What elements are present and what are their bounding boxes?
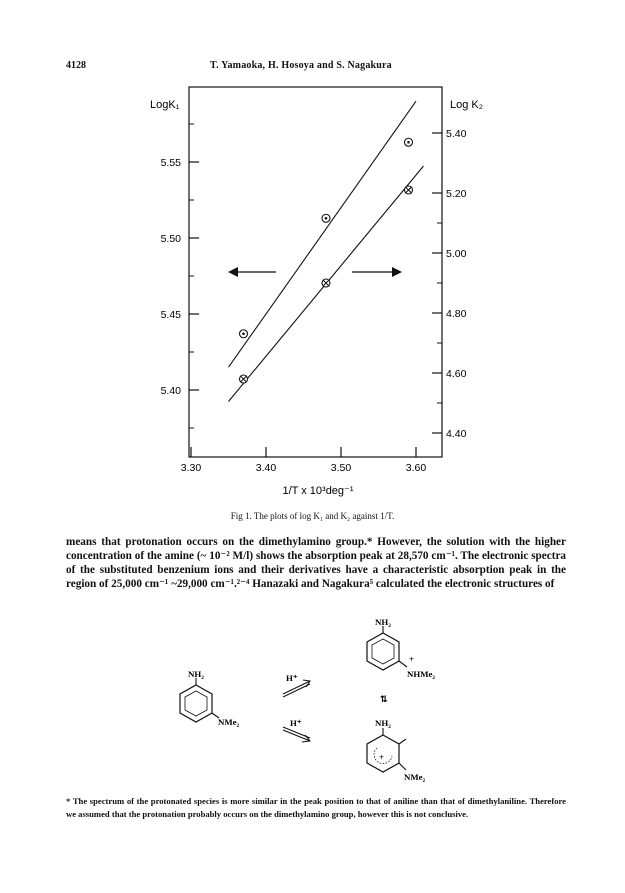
- product1-sub-group: NHMe₂: [407, 669, 436, 679]
- arrow-top-label: H⁺: [286, 673, 298, 683]
- product1-charge: +: [409, 654, 415, 664]
- left-tick-label: 5.45: [160, 309, 181, 321]
- x-tick-label: 3.50: [330, 462, 352, 474]
- x-tick-label: 3.60: [405, 462, 427, 474]
- product2-sub-group: NMe₂: [404, 772, 426, 782]
- y-label-right: Log K₂: [450, 99, 484, 111]
- reactant-structure: [180, 678, 219, 722]
- figure-caption: Fig 1. The plots of log K₁ and K₂ against 1/T.: [230, 511, 395, 521]
- right-tick-label: 4.40: [446, 428, 467, 440]
- reactant-sub-group: NMe₂: [218, 717, 240, 727]
- reactant-top-group: NH₂: [188, 669, 204, 679]
- y-label-left: LogK₁: [150, 99, 180, 111]
- right-tick-label: 5.00: [446, 248, 467, 260]
- page-number: 4128: [66, 60, 86, 71]
- resonance-arrows: ⇅: [380, 694, 388, 704]
- x-tick-label: 3.30: [180, 462, 202, 474]
- x-axis-label: 1/T x 10³deg⁻¹: [282, 485, 354, 497]
- running-header-authors: T. Yamaoka, H. Hosoya and S. Nagakura: [210, 60, 392, 71]
- x-tick-label: 3.40: [255, 462, 277, 474]
- right-tick-label: 4.60: [446, 368, 467, 380]
- product1-top-group: NH₂: [375, 617, 391, 627]
- left-tick-label: 5.50: [160, 233, 181, 245]
- footnote: * The spectrum of the protonated species is more similar in the peak position to that of aniline than that of dimethylaniline. Therefore we assumed that the protonation probably occurs on the dimethylamino group, however this is not conclusive.: [66, 796, 566, 819]
- right-tick-label: 5.40: [446, 128, 467, 140]
- product2-charge: +: [379, 752, 385, 762]
- body-paragraph: means that protonation occurs on the dimethylamino group.* However, the solution with the higher concentration of the amine (~ 10⁻² M/l) shows the absorption peak at 28,570 cm⁻¹. The electronic spectra of the substituted benzenium ions and their derivatives have a characteristic absorption peak in the region of 25,000 cm⁻¹ ~29,000 cm⁻¹.²⁻⁴ Hanazaki and Nagakura⁵ calculated the electronic structures of: [66, 536, 566, 591]
- right-tick-label: 5.20: [446, 188, 467, 200]
- arrow-bottom-label: H⁺: [290, 718, 302, 728]
- equilibrium-arrows-bottom: [283, 727, 310, 742]
- left-tick-label: 5.55: [160, 157, 181, 169]
- right-tick-label: 4.80: [446, 308, 467, 320]
- product2-top-group: NH₂: [375, 718, 391, 728]
- product2-structure: [367, 728, 406, 772]
- left-tick-label: 5.40: [160, 385, 181, 397]
- product1-structure: [367, 626, 407, 670]
